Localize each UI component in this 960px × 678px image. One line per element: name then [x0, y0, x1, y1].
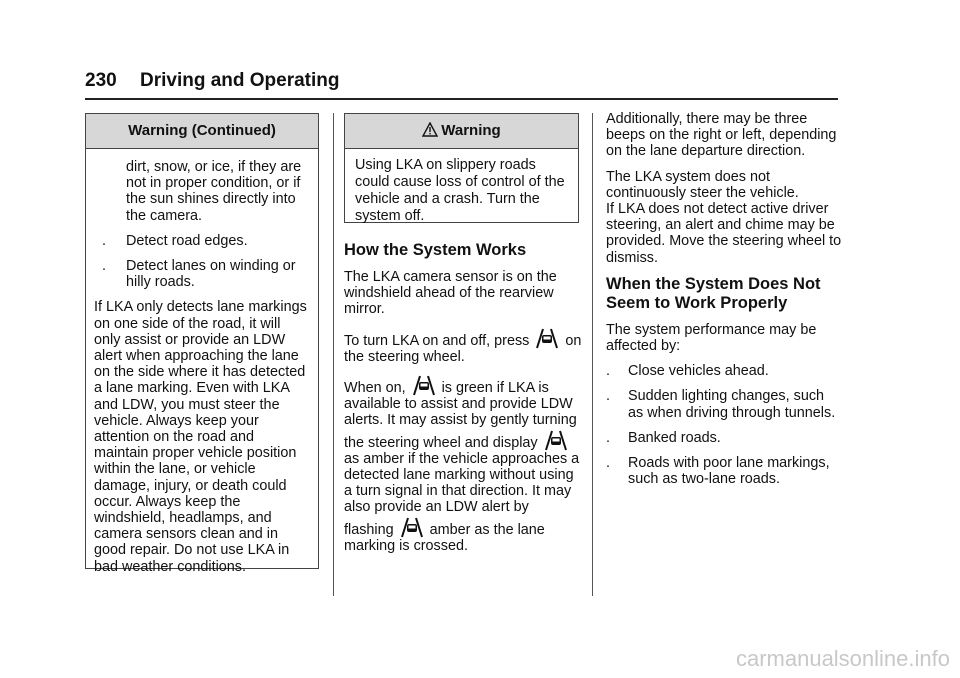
lane-keep-assist-icon: [544, 429, 568, 451]
watermark: carmanualsonline.info: [735, 646, 950, 671]
lane-keep-assist-icon: [535, 327, 559, 349]
column-divider-1: [333, 113, 334, 596]
paragraph: The LKA camera sensor is on the windshield ahead of the rearview mirror.: [344, 269, 557, 318]
paragraph: Additionally, there may be three beeps on the right or left, depending on the lane departure direction.: [606, 111, 837, 160]
paragraph: The system performance may be affected by:: [606, 321, 817, 355]
header-rule: [85, 98, 838, 100]
warning-continuation-text: dirt, snow, or ice, if they are not in proper condition, or if the sun shines directly into the camera.: [126, 159, 302, 224]
list-item: . Banked roads.: [606, 429, 721, 446]
paragraph: When on, is green if LKA is available to assist and provide LDW alerts. It may assist by gently turning the steering wheel and display as amber if the vehicle approaches a detected lane marking without using a turn signal in that direction. It may also provide an LDW alert by flashing amber as the lane marking is crossed.: [344, 374, 582, 554]
list-item: . Close vehicles ahead.: [606, 363, 769, 380]
warning-continued-title: Warning (Continued): [86, 114, 318, 149]
warning-continued-box: [85, 113, 319, 575]
section-heading: How the System Works: [344, 241, 527, 259]
warning-title: Warning: [441, 122, 501, 139]
list-item: . Roads with poor lane markings, such as two-lane roads.: [606, 455, 830, 488]
list-item: . Detect lanes on winding or hilly roads.: [102, 258, 296, 291]
column-3-body: [606, 111, 842, 496]
column-2-body: [344, 241, 582, 563]
warning-text: Using LKA on slippery roads could cause loss of control of the vehicle and a crash. Turn the system off.: [355, 157, 565, 224]
list-item: . Detect road edges.: [102, 232, 248, 249]
section-heading: When the System Does Not Seem to Work Properly: [606, 274, 821, 312]
list-item: . Sudden lighting changes, such as when driving through tunnels.: [606, 388, 836, 421]
warning-triangle-icon: [422, 122, 438, 137]
column-divider-2: [592, 113, 593, 596]
lane-keep-assist-icon: [400, 516, 424, 538]
page-number: 230: [85, 70, 117, 91]
warning-continued-body: [86, 149, 318, 575]
paragraph: To turn LKA on and off, press on the steering wheel.: [344, 327, 582, 365]
page-header: [85, 70, 340, 92]
warning-box-header: [345, 114, 578, 149]
paragraph: The LKA system does not continuously steer the vehicle. If LKA does not detect active driver steering, an alert and chime may be provided. Move the steering wheel to dismiss.: [606, 168, 842, 266]
warning-box: [344, 113, 579, 223]
lane-keep-assist-icon: [412, 374, 436, 396]
section-title: Driving and Operating: [139, 70, 340, 91]
warning-paragraph: If LKA only detects lane markings on one side of the road, it will only assist or provide an LDW alert when approaching the lane on the side where it has detected a lane marking. Even with LKA and LDW, you must steer the vehicle. Always keep your attention on the road and maintain proper vehicle position within the lane, or vehicle damage, injury, or death could occur. Always keep the windshield, headlamps, and camera sensors clean and in good repair. Do not use LKA in bad weather conditions.: [94, 299, 307, 575]
